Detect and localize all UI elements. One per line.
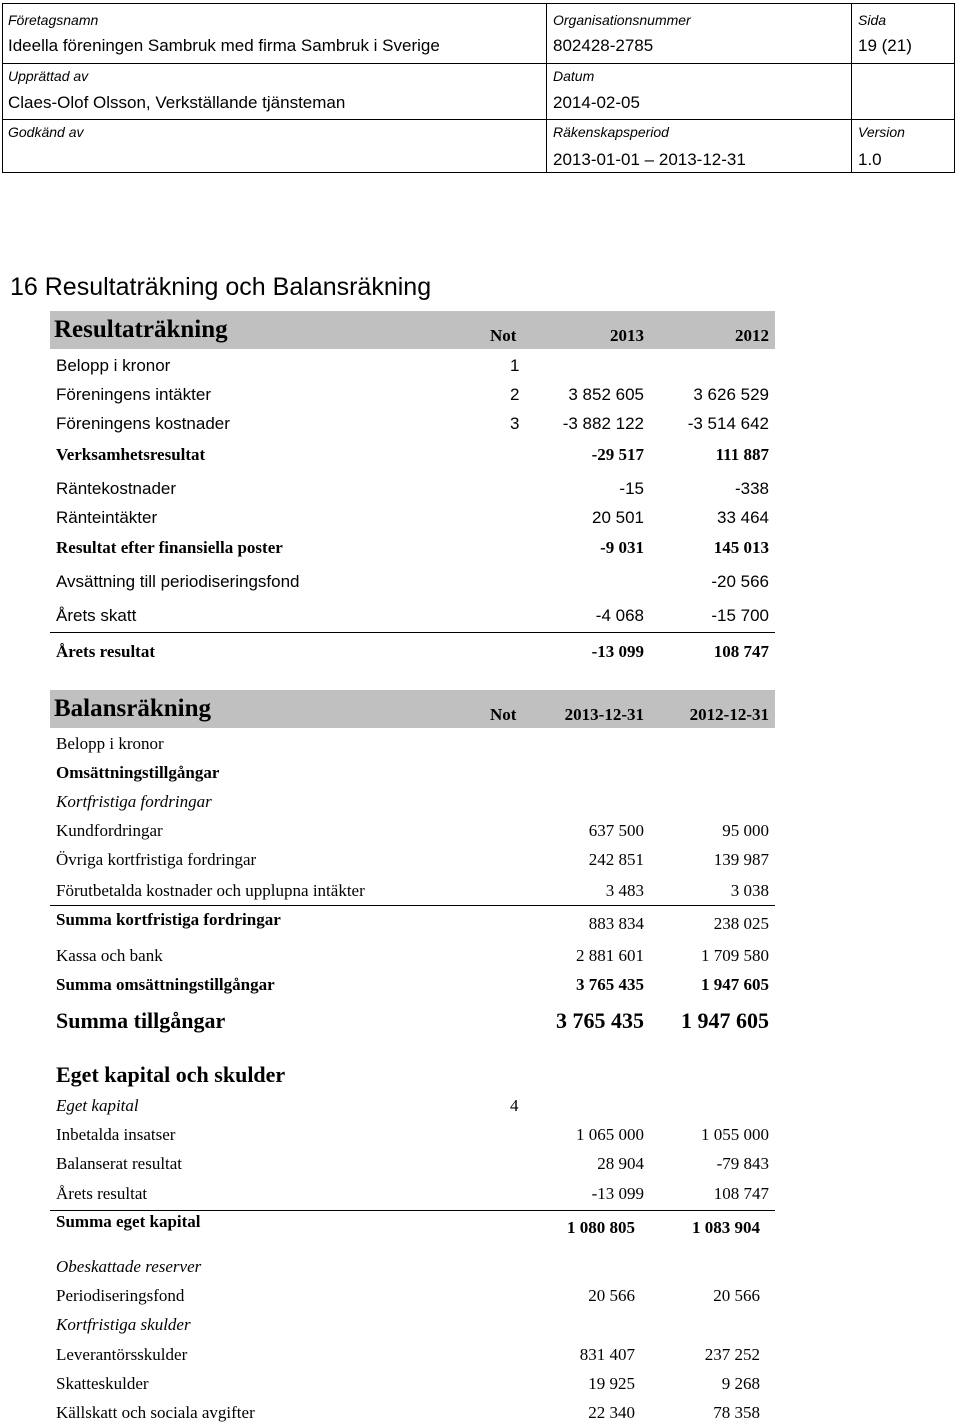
balance-row-label: Källskatt och sociala avgifter [56,1403,255,1422]
balance-row [56,1257,770,1279]
income-row-label: Ränteintäkter [56,508,158,527]
income-row [56,508,770,530]
income-row-value-b: 108 747 [713,642,769,661]
income-row-value-a: -9 031 [600,538,644,557]
income-row-label: Föreningens intäkter [56,385,211,404]
income-row-note: 3 [510,414,520,433]
divider [3,63,954,64]
balance-header [50,690,775,728]
balance-row-label: Förutbetalda kostnader och upplupna intäkter [56,881,365,900]
income-row [56,385,770,407]
balance-row-label: Inbetalda insatser [56,1125,176,1144]
approved-label: Godkänd av [8,124,84,140]
balance-row-label: Kassa och bank [56,946,163,965]
income-row-value-a: -29 517 [591,445,644,464]
document-header [2,3,955,173]
balance-row-value-b: 1 709 580 [701,946,769,965]
income-row [56,606,770,628]
version-value: 1.0 [858,150,882,169]
divider [3,119,954,120]
income-row-value-a: -15 [619,479,644,498]
income-row-label: Avsättning till periodiseringsfond [56,572,300,591]
income-row-value-b: 111 887 [715,445,769,464]
balance-row-value-a: -13 099 [591,1184,644,1203]
income-header [50,311,775,349]
income-row-value-b: -338 [734,479,769,498]
income-row-value-b: -3 514 642 [687,414,769,433]
balance-row-value-b: 78 358 [713,1403,760,1422]
balance-row-value-a: 1 065 000 [576,1125,644,1144]
income-row-value-a: 20 501 [592,508,644,527]
balance-row [56,1403,770,1425]
income-row-label: Årets resultat [56,642,155,661]
divider [50,1210,775,1211]
balance-row-value-a: 2 881 601 [576,946,644,965]
period-label: Räkenskapsperiod [553,124,669,140]
balance-row-label: Eget kapital och skulder [56,1062,286,1087]
divider [50,905,775,906]
balance-row-value-b: 95 000 [722,821,769,840]
income-row-value-a: -13 099 [591,642,644,661]
balance-row [56,1184,770,1206]
divider [546,4,547,172]
balance-row [56,910,770,932]
balance-col-not: Not [490,705,517,724]
income-row-note: 1 [510,356,520,375]
income-row [56,642,770,664]
income-row-value-b: 145 013 [713,538,769,557]
orgnr-label: Organisationsnummer [553,12,691,28]
balance-row-value-b: 1 055 000 [701,1125,769,1144]
income-row [56,479,770,501]
balance-row-label: Kortfristiga fordringar [56,792,212,811]
balance-row-value-b: 1 947 605 [701,975,769,994]
company-value: Ideella föreningen Sambruk med firma Sambruk i Sverige [8,36,440,55]
income-row-value-b: -20 566 [711,572,769,591]
balance-title: Balansräkning [54,695,212,722]
balance-col-a: 2013-12-31 [564,705,644,724]
balance-row-label: Summa eget kapital [56,1212,201,1231]
balance-row-value-a: 831 407 [579,1345,635,1364]
income-col-a: 2013 [610,326,644,345]
balance-row [56,881,770,903]
balance-row [56,1096,770,1118]
balance-row-value-b: 108 747 [713,1184,769,1203]
section-title: 16 Resultaträkning och Balansräkning [10,273,432,301]
balance-row [56,1125,770,1147]
balance-row-value-b: 20 566 [713,1286,760,1305]
balance-row-label: Eget kapital [56,1096,139,1115]
income-row-value-a: -4 068 [595,606,644,625]
balance-row-label: Övriga kortfristiga fordringar [56,850,257,869]
balance-row [56,734,770,756]
balance-row-label: Kortfristiga skulder [56,1315,191,1334]
income-row-value-b: 33 464 [717,508,769,527]
balance-row-value-b: 3 038 [730,881,769,900]
divider [851,4,852,172]
created-label: Upprättad av [8,68,89,84]
balance-row [56,1008,770,1033]
balance-row-value-b: 238 025 [713,914,769,933]
balance-row-label: Summa kortfristiga fordringar [56,910,281,929]
balance-row-value-a: 883 834 [588,914,644,933]
balance-row-label: Belopp i kronor [56,734,164,753]
balance-row [56,792,770,814]
income-row-value-b: 3 626 529 [693,385,769,404]
balance-row [56,1345,770,1367]
date-value: 2014-02-05 [553,93,640,112]
balance-row-value-a: 3 765 435 [556,1008,644,1033]
balance-row-value-a: 242 851 [588,850,644,869]
balance-row [56,1286,770,1308]
date-label: Datum [553,68,595,84]
balance-row-label: Periodiseringsfond [56,1286,185,1305]
balance-row-value-b: 9 268 [721,1374,760,1393]
balance-row [56,1212,770,1237]
income-row-label: Belopp i kronor [56,356,171,375]
balance-row [56,821,770,843]
balance-row-value-b: -79 843 [716,1154,769,1173]
income-row-label: Årets skatt [56,606,137,625]
balance-row [56,946,770,968]
income-row [56,445,770,467]
balance-row-value-a: 3 483 [605,881,644,900]
income-row-label: Resultat efter finansiella poster [56,538,283,557]
income-title: Resultaträkning [54,316,228,343]
page-label: Sida [858,12,887,28]
balance-row-value-a: 637 500 [588,821,644,840]
balance-row-value-a: 1 080 805 [567,1218,635,1237]
income-col-b: 2012 [735,326,769,345]
balance-row [56,850,770,872]
balance-row [56,1154,770,1176]
created-value: Claes-Olof Olsson, Verkställande tjänsteman [8,93,346,112]
balance-row-label: Obeskattade reserver [56,1257,202,1276]
divider [50,632,775,633]
balance-row-label: Kundfordringar [56,821,163,840]
balance-row-value-b: 139 987 [713,850,769,869]
balance-row-value-b: 1 947 605 [681,1008,769,1033]
balance-row [56,1315,770,1337]
income-row [56,538,770,560]
income-row-label: Verksamhetsresultat [56,445,206,464]
balance-row-value-a: 20 566 [588,1286,635,1305]
balance-col-b: 2012-12-31 [689,705,769,724]
income-col-not: Not [490,326,517,345]
balance-row-label: Årets resultat [56,1184,148,1203]
balance-row-label: Summa omsättningstillgångar [56,975,275,994]
balance-row [56,1062,770,1087]
balance-row-label: Omsättningstillgångar [56,763,220,782]
balance-row-label: Balanserat resultat [56,1154,183,1173]
balance-row-note: 4 [510,1096,519,1115]
balance-row [56,1374,770,1396]
income-row-label: Föreningens kostnader [56,414,230,433]
income-row [56,356,770,378]
income-row-value-a: -3 882 122 [562,414,644,433]
balance-row-value-b: 1 083 904 [692,1218,760,1237]
income-row-value-b: -15 700 [711,606,769,625]
balance-row [56,763,770,785]
orgnr-value: 802428-2785 [553,36,654,55]
income-row-value-a: 3 852 605 [568,385,644,404]
income-row [56,414,770,436]
page-value: 19 (21) [858,36,912,55]
balance-row-label: Skatteskulder [56,1374,149,1393]
balance-row-value-b: 237 252 [704,1345,760,1364]
income-row-label: Räntekostnader [56,479,177,498]
income-row-note: 2 [510,385,520,404]
balance-row-value-a: 19 925 [588,1374,635,1393]
balance-row-value-a: 22 340 [588,1403,635,1422]
income-row [56,572,770,594]
balance-row-label: Leverantörsskulder [56,1345,188,1364]
version-label: Version [858,124,905,140]
balance-row [56,975,770,997]
company-label: Företagsnamn [8,12,99,28]
period-value: 2013-01-01 – 2013-12-31 [553,150,746,169]
balance-row-label: Summa tillgångar [56,1008,226,1033]
balance-row-value-a: 28 904 [597,1154,644,1173]
balance-row-value-a: 3 765 435 [576,975,644,994]
